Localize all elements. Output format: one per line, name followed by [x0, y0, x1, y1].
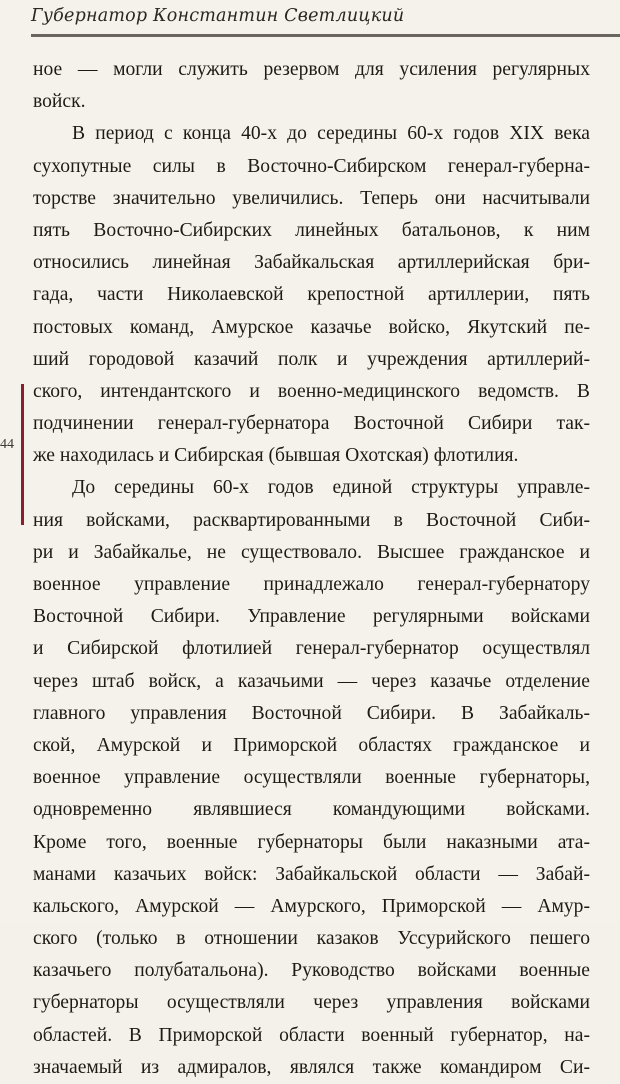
- text-line: ния войсками, расквартированными в Восточной Сиби-: [33, 509, 590, 531]
- text-line: и Сибирской флотилией генерал-губернатор осуществлял: [33, 638, 590, 660]
- text-line: областей. В Приморской области военный губернатор, на-: [33, 1024, 590, 1046]
- header-rule: [31, 34, 620, 37]
- text-line: торстве значительно увеличились. Теперь они насчитывали: [33, 187, 590, 209]
- text-line: ского, интендантского и военно-медицинского ведомств. В: [33, 380, 590, 402]
- text-line: сухопутные силы в Восточно-Сибирском генерал-губерна-: [33, 155, 590, 177]
- text-line: относились линейная Забайкальская артиллерийская бри-: [33, 252, 590, 274]
- text-line: пять Восточно-Сибирских линейных батальонов, к ним: [33, 219, 590, 241]
- text-line: гада, части Николаевской крепостной артиллерии, пять: [33, 284, 590, 306]
- text-line: постовых команд, Амурское казачье войско, Якутский пе-: [33, 316, 590, 338]
- body-text: [33, 54, 590, 1084]
- text-line: манами казачьих войск: Забайкальской области — Забай-: [33, 863, 590, 885]
- margin-accent-bar: [21, 384, 24, 525]
- text-line: ской, Амурской и Приморской областях гражданское и: [33, 734, 590, 756]
- text-line: ший городовой казачий полк и учреждения артиллерий-: [33, 348, 590, 370]
- text-line: В период с конца 40-х до середины 60-х годов XIX века: [72, 123, 590, 145]
- running-header: [31, 5, 620, 37]
- text-line: же находилась и Сибирская (бывшая Охотская) флотилия.: [33, 445, 519, 467]
- text-line: ное — могли служить резервом для усиления регулярных: [33, 59, 590, 80]
- text-line: До середины 60-х годов единой структуры управле-: [72, 477, 590, 499]
- text-line: войск.: [33, 91, 86, 113]
- page-number: 44: [0, 437, 14, 452]
- text-line: военное управление осуществляли военные губернаторы,: [33, 767, 590, 789]
- text-line: военное управление принадлежало генерал-губернатору: [33, 574, 590, 595]
- text-line: значаемый из адмиралов, являлся также командиром Си-: [33, 1056, 590, 1078]
- text-line: через штаб войск, а казачьими — через казачье отделение: [33, 670, 590, 692]
- text-line: казачьего полубатальона). Руководство войсками военные: [33, 960, 590, 982]
- text-line: одновременно являвшиеся командующими войсками.: [33, 799, 590, 821]
- text-line: ского (только в отношении казаков Уссурийского пешего: [33, 928, 590, 950]
- running-title: Губернатор Константин Светлицкий: [31, 6, 405, 26]
- text-line: главного управления Восточной Сибири. В Забайкаль-: [33, 702, 590, 724]
- text-line: ри и Забайкалье, не существовало. Высшее гражданское и: [33, 541, 590, 563]
- text-line: губернаторы осуществляли через управления войсками: [33, 992, 590, 1014]
- text-line: подчинении генерал-губернатора Восточной Сибири так-: [33, 413, 590, 435]
- text-line: Восточной Сибири. Управление регулярными войсками: [33, 606, 590, 628]
- text-line: Кроме того, военные губернаторы были наказными ата-: [33, 831, 590, 853]
- text-line: кальского, Амурской — Амурского, Приморской — Амур-: [33, 895, 590, 917]
